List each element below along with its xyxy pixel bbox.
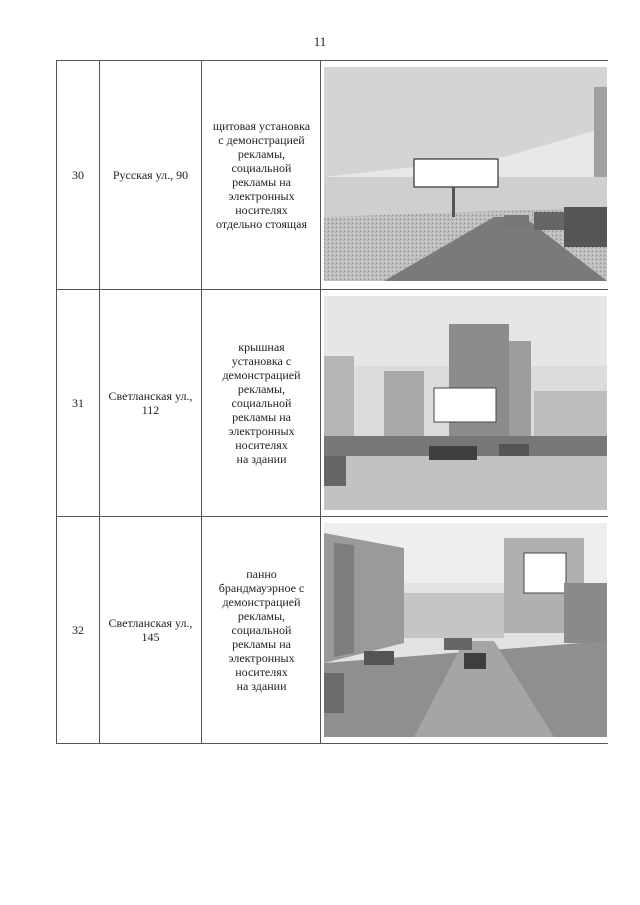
page-number: 11 — [313, 34, 327, 49]
row-address: Русская ул., 90 — [100, 61, 202, 289]
street-photo-32 — [324, 523, 607, 737]
table-row — [56, 61, 608, 290]
row-photo — [322, 517, 609, 743]
street-photo-31 — [324, 296, 607, 510]
row-number: 31 — [57, 290, 100, 516]
row-structure-type: крышная установка с демонстрацией рекламы, социальной рекламы на электронных носителях на здании — [203, 290, 321, 516]
advertising-structures-table — [56, 60, 608, 744]
row-photo — [322, 61, 609, 289]
street-photo-30 — [324, 67, 607, 281]
row-number: 32 — [57, 517, 100, 743]
table-row — [56, 290, 608, 517]
row-structure-type: щитовая установка с демонстрацией рекламы, социальной рекламы на электронных носителях отдельно стоящая — [203, 61, 321, 289]
table-row — [56, 517, 608, 744]
row-address: Светланская ул., 145 — [100, 517, 202, 743]
row-structure-type: панно брандмауэрное с демонстрацией рекламы, социальной рекламы на электронных носителях на здании — [203, 517, 321, 743]
row-number: 30 — [57, 61, 100, 289]
row-photo — [322, 290, 609, 516]
row-address: Светланская ул., 112 — [100, 290, 202, 516]
